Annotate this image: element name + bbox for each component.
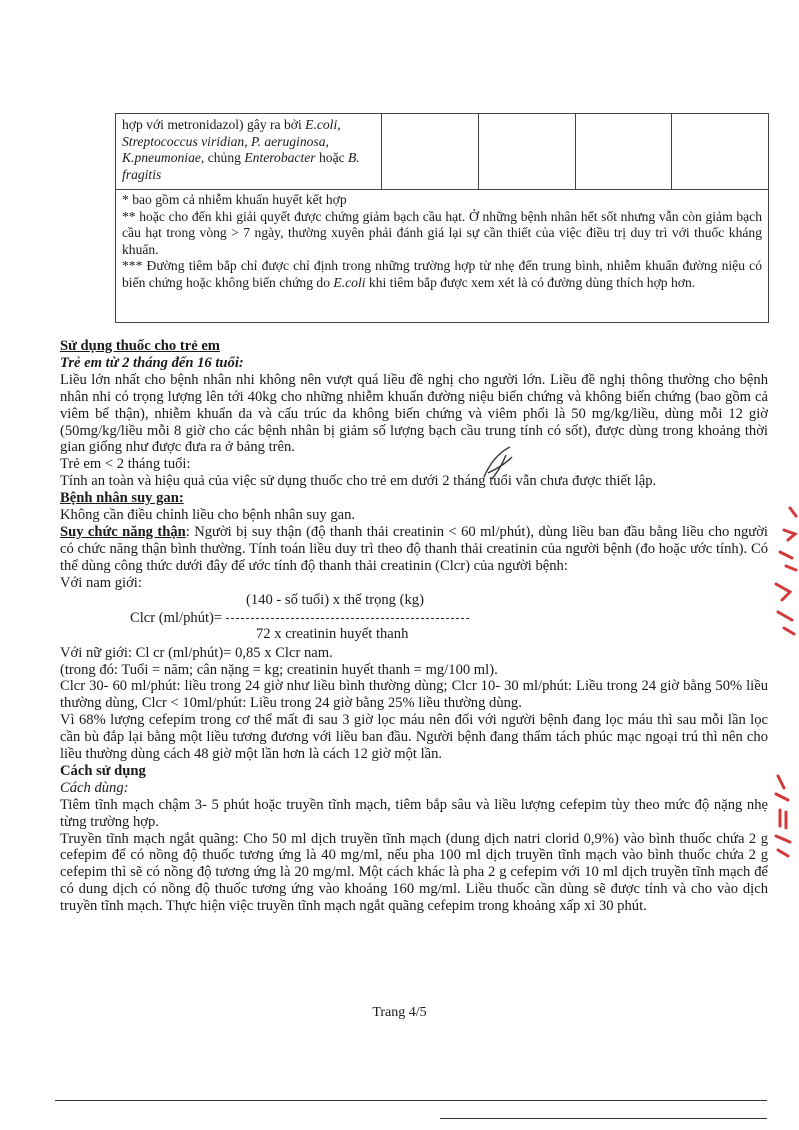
under-2-months-text: Tính an toàn và hiệu quả của việc sử dụng thuốc cho trẻ em dưới 2 tháng tuổi vẫn chưa được thiết lập. [60,473,657,490]
creatinine-formula [60,592,768,645]
table-cell [478,114,575,190]
table-row [116,114,769,190]
organism-b: B. [348,150,360,165]
organism-ecoli: E.coli, [305,117,341,132]
female-formula: Với nữ giới: Cl cr (ml/phút)= 0,85 x Clcr nam. [60,644,333,661]
indication-text-3: chủng [204,150,245,165]
usage-paragraph-1: Tiêm tĩnh mạch chậm 3- 5 phút hoặc truyền tĩnh mạch, tiêm bắp sâu và liều lượng cefepim tùy theo mức độ nặng nhẹ từng trường hợp. [60,796,768,830]
table-cell [382,114,479,190]
formula-units: (trong đó: Tuổi = năm; cân nặng = kg; creatinin huyết thanh = mg/100 ml). [60,661,498,678]
formula-denominator: 72 x creatinin huyết thanh [256,625,409,642]
footnote-3-text-b: khi tiêm bắp được xem xét là có đường dùng thích hợp hơn. [365,274,696,290]
indication-text-4: hoặc [315,150,349,165]
document-body [60,338,768,915]
renal-doses: Clcr 30- 60 ml/phút: liều trong 24 giờ như liều bình thường dùng; Clcr 10- 30 ml/phút: Liều trong 24 giờ bằng 50% liều thường dùng, Clcr < 10ml/phút: Liều trong 24 giờ bằng 25% liều thường dùng. [60,678,768,712]
children-paragraph: Liều lớn nhất cho bệnh nhân nhi không nên vượt quá liều đề nghị cho người lớn. Liều đề nghị thông thường cho bệnh nhân nhi có trọng lượng lên tới 40kg cho những nhiễm khuẩn đường niệu biến chứng và không biến chứng (bao gồm cả viêm bể thận), nhiễm khuẩn da và cấu trúc da không biến chứng và viêm phổi là 50 mg/kg/liều, dùng mỗi 12 giờ (50mg/kg/liều mỗi 8 giờ cho các bệnh nhân bị giảm số lượng bạch cầu trung tính có sốt), được dùng trong khoảng thời gian giống như được đưa ra ở bảng trên. [60,371,768,456]
formula-lhs: Clcr (ml/phút)= [130,609,223,626]
table-footnotes [116,190,769,323]
usage-paragraph-2: Truyền tĩnh mạch ngắt quãng: Cho 50 ml dịch truyền tĩnh mạch (dung dịch natri clorid 0,9%) vào bình thuốc chứa 2 g cefepim để có nồng độ thuốc tương ứng là 40 mg/ml, nếu pha 100 ml dịch truyền tĩnh mạch vào bình thuốc chứa 2 g cefepim thì sẽ có nồng độ tương ứng là 20 mg/ml. Một cách khác là pha 2 g cefepim với 10 ml dịch truyền tĩnh mạch để có dung dịch có nồng độ thuốc tương ứng vào khoảng 160 mg/ml. Liều thuốc cần dùng sẽ được tính và cho vào dịch truyền tĩnh mạch. Thực hiện việc truyền tĩnh mạch ngắt quãng cefepim trong khoảng xấp xỉ 30 phút. [60,830,768,915]
indication-text-1: hợp với metronidazol) gây ra bởi [122,117,302,132]
under-2-months-label: Trẻ em < 2 tháng tuổi: [60,456,191,473]
bottom-rule [55,1100,767,1101]
section-heading-liver: Bệnh nhân suy gan: [60,490,184,507]
dialysis-text: Vì 68% lượng cefepim trong cơ thể mất đi sau 3 giờ lọc máu nên đối với người bệnh đang lọc máu thì sau mỗi lần lọc cần bù đắp lại bằng một liều tương đương với liều ban đầu. Người bệnh đang thẩm tách phúc mạc ngoại trú thì nên cho liều thường dùng cách 48 giờ một lần hơn là cách 12 giờ một lần. [60,712,768,763]
kidney-paragraph [60,524,768,575]
section-heading-usage: Cách sử dụng [60,762,146,779]
red-stamp-fragment [762,500,799,640]
formula-fraction-line [226,618,469,619]
footnote-3 [122,258,762,291]
subheading-usage: Cách dùng: [60,779,129,796]
footnote-3-ecoli: E.coli [333,274,366,290]
dosage-table-fragment [115,113,769,323]
organism-fragitis: fragitis [122,166,162,182]
signature-scribble [480,443,516,481]
section-heading-kidney: Suy chức năng thận [60,523,186,540]
bottom-rule-short [440,1118,767,1119]
section-heading-children: Sử dụng thuốc cho trẻ em [60,338,220,354]
footnote-1: * bao gồm cả nhiễm khuẩn huyết kết hợp [122,192,347,207]
indication-cell [116,114,382,190]
organism-kpneumoniae: K.pneumoniae, [122,150,205,165]
footnote-2: ** hoặc cho đến khi giải quyết được chứng giảm bạch cầu hạt. Ở những bệnh nhân hết sốt nhưng vẫn còn giảm bạch cầu hạt trong vòng > 7 ngày, thường xuyên phải đánh giá lại sự cần thiết của việc điều trị duy trì với thuốc kháng khuẩn. [122,208,762,257]
red-stamp-fragment-2 [766,770,799,860]
male-label: Với nam giới: [60,574,142,591]
subheading-2m-16y: Trẻ em từ 2 tháng đến 16 tuổi: [60,354,244,371]
indication-text-2: Streptococcus viridian, P. aeruginosa, [122,133,329,149]
table-cell [575,114,672,190]
footnote-3-text-a: *** Đường tiêm bắp chỉ được chỉ định trong những trường hợp từ nhẹ đến trung bình, nhiễm khuẩn đường niệu có biến chứng hoặc không biến chứng do [122,258,762,290]
organism-enterobacter: Enterobacter [244,150,316,165]
formula-numerator: (140 - số tuổi) x thể trọng (kg) [246,591,424,608]
kidney-text: : Người bị suy thận (độ thanh thải creatinin < 60 ml/phút), dùng liều ban đầu bằng liều cho người có chức năng thận bình thường. Tính toán liều duy trì theo độ thanh thải creatinin của người bệnh (đo hoặc ước tính). Có thể dùng công thức dưới đây để ước tính độ thanh thải creatinin (Clcr) của người bệnh: [60,523,768,574]
table-cell [672,114,769,190]
liver-text: Không cần điều chỉnh liều cho bệnh nhân suy gan. [60,507,356,524]
table-row [116,190,769,323]
page-number: Trang 4/5 [372,1005,427,1020]
